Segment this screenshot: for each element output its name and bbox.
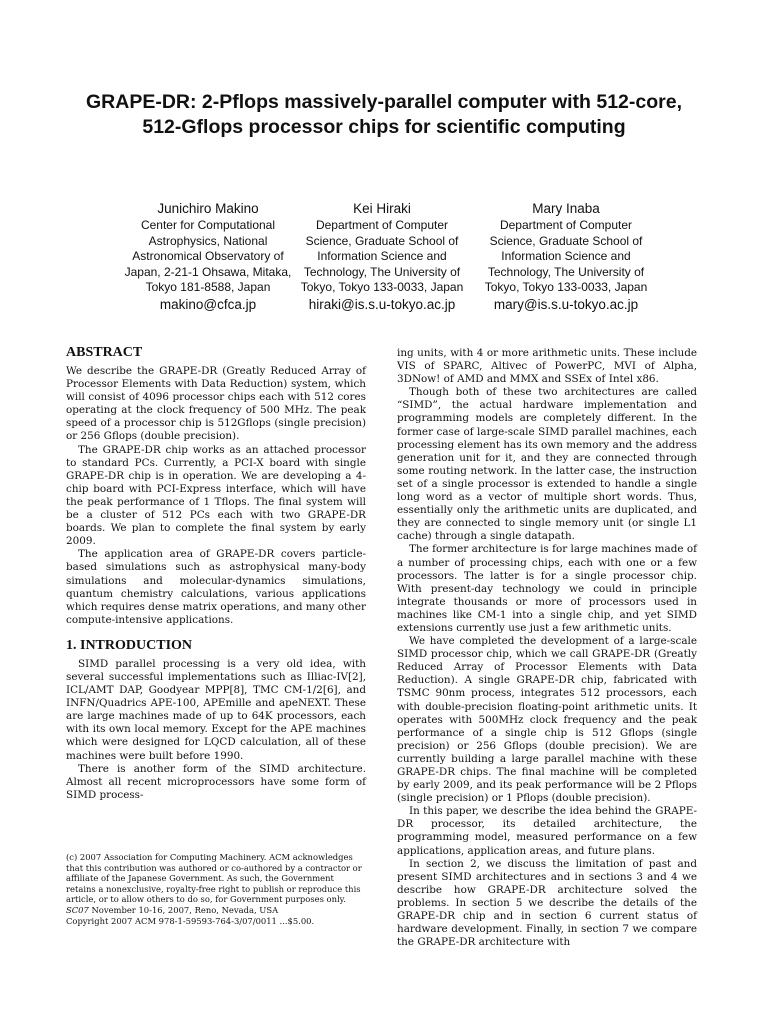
author-name: Mary Inaba [532, 201, 600, 216]
left-column [66, 345, 366, 802]
author-hiraki [297, 200, 467, 314]
copyright-footnote [66, 852, 366, 926]
intro-paragraph: Though both of these two architectures are called “SIMD”, the actual hardware implementation and programming models are completely different. In the former case of large-scale SIMD parallel machines, each processing element has its own memory and the address generation unit for it, and they are connected through some routing network. In the latter case, the instruction set of a single processor is extended to handle a single long word as a vector of multiple short words. Thus, essentially only the arithmetic units are duplicated, and they are connected to single memory unit (or single L1 cache) through a single datapath. [397, 386, 697, 543]
abstract-paragraph: The GRAPE-DR chip works as an attached processor to standard PCs. Currently, a PCI-X board with single GRAPE-DR chip is in operation. We are developing a 4-chip board with PCI-Express interface, which will have the peak performance of 1 Tflops. The final system will be a cluster of 512 PCs each with two GRAPE-DR boards. We plan to complete the final system by early 2009. [66, 443, 366, 548]
conference-name: SC07 [66, 904, 89, 915]
author-affiliation: Department of Computer Science, Graduate School of Information Science and Technology, The University of Tokyo, Tokyo 133-0033, Japan [484, 218, 648, 294]
paper-title: GRAPE-DR: 2-Pflops massively-parallel computer with 512-core, 512-Gflops processor chips for scientific computing [85, 91, 682, 138]
author-makino [118, 200, 298, 314]
abstract-paragraph: The application area of GRAPE-DR covers particle-based simulations such as astrophysical many-body simulations and molecular-dynamics simulations, quantum chemistry calculations, various applications which requires dense matrix operations, and many other compute-intensive applications. [66, 548, 366, 626]
intro-paragraph: In this paper, we describe the idea behind the GRAPE-DR processor, its detailed architecture, the programming model, measured performance on a few applications, application areas, and future plans. [397, 805, 697, 857]
author-email: mary@is.s.u-tokyo.ac.jp [493, 296, 639, 312]
author-affiliation: Department of Computer Science, Graduate School of Information Science and Technology, The University of Tokyo, Tokyo 133-0033, Japan [300, 218, 464, 294]
abstract-heading: ABSTRACT [66, 345, 143, 360]
introduction-heading: 1. INTRODUCTION [66, 637, 193, 653]
conference-details: November 10-16, 2007, Reno, Nevada, USA [88, 904, 279, 915]
author-email: hiraki@is.s.u-tokyo.ac.jp [308, 296, 456, 312]
intro-paragraph: We have completed the development of a large-scale SIMD processor chip, which we call GRAPE-DR (Greatly Reduced Array of Processor Elements with Data Reduction). A single GRAPE-DR chip, fabricated with TSMC 90nm process, integrates 512 processors, each with double-precision floating-point arithmetic units. It operates with 500MHz clock frequency and the peak performance of a single chip is 512 Gflops (single precision) or 256 Gflops (double precision). We are currently building a large parallel machine with these GRAPE-DR chips. The final machine will be completed by early 2009, and its peak performance will be 2 Pflops (single precision) or 1 Pflops (double precision). [397, 635, 697, 805]
intro-paragraph: SIMD parallel processing is a very old idea, with several successful implementations such as Illiac-IV[2], ICL/AMT DAP, Goodyear MPP[8], TMC CM-1/2[6], and INFN/Quadrics APE-100, APEmille and apeNEXT. These are large machines made of up to 64K processors, each with its own local memory. Except for the APE machines which were designed for LQCD calculation, all of these machines were built before 1990. [66, 657, 366, 762]
intro-paragraph: ing units, with 4 or more arithmetic units. These include VIS of SPARC, Altivec of PowerPC, MVI of Alpha, 3DNow! of AMD and MMX and SSEx of Intel x86. [397, 347, 697, 386]
intro-paragraph: In section 2, we discuss the limitation of past and present SIMD architectures and in sections 3 and 4 we describe how GRAPE-DR architecture solved the problems. In section 5 we describe the details of the GRAPE-DR chip and in section 6 current status of hardware development. Finally, in section 7 we compare the GRAPE-DR architecture with [397, 857, 697, 949]
author-name: Junichiro Makino [157, 201, 259, 216]
copyright-line: Copyright 2007 ACM 978-1-59593-764-3/07/0011 ...$5.00. [66, 915, 315, 926]
author-name: Kei Hiraki [353, 201, 411, 216]
author-email: makino@cfca.jp [159, 296, 257, 312]
copyright-notice: (c) 2007 Association for Computing Machinery. ACM acknowledges that this contribution was authored or co-authored by a contractor or affiliate of the Japanese Government. As such, the Government retains a nonexclusive, royalty-free right to publish or reproduce this article, or to allow others to do so, for Government purposes only. [66, 852, 362, 905]
author-affiliation: Center for Computational Astrophysics, National Astronomical Observatory of Japan, 2-21-1 Ohsawa, Mitaka, Tokyo 181-8588, Japan [124, 218, 292, 294]
abstract-paragraph: We describe the GRAPE-DR (Greatly Reduced Array of Processor Elements with Data Reduction) system, which will consist of 4096 processor chips each with 512 cores operating at the clock frequency of 500 MHz. The peak speed of a processor chip is 512Gflops (single precision) or 256 Gflops (double precision). [66, 365, 366, 443]
intro-paragraph: The former architecture is for large machines made of a number of processing chips, each with one or a few processors. The latter is for a single processor chip. With present-day technology we could in principle integrate thousands or more of processors used in machines like CM-1 into a single chip, and yet SIMD extensions currently use just a few arithmetic units. [397, 543, 697, 634]
intro-paragraph: There is another form of the SIMD architecture. Almost all recent microprocessors have some form of SIMD process- [66, 762, 366, 801]
right-column [397, 347, 697, 949]
conference-line [66, 905, 366, 916]
author-inaba [478, 200, 654, 314]
